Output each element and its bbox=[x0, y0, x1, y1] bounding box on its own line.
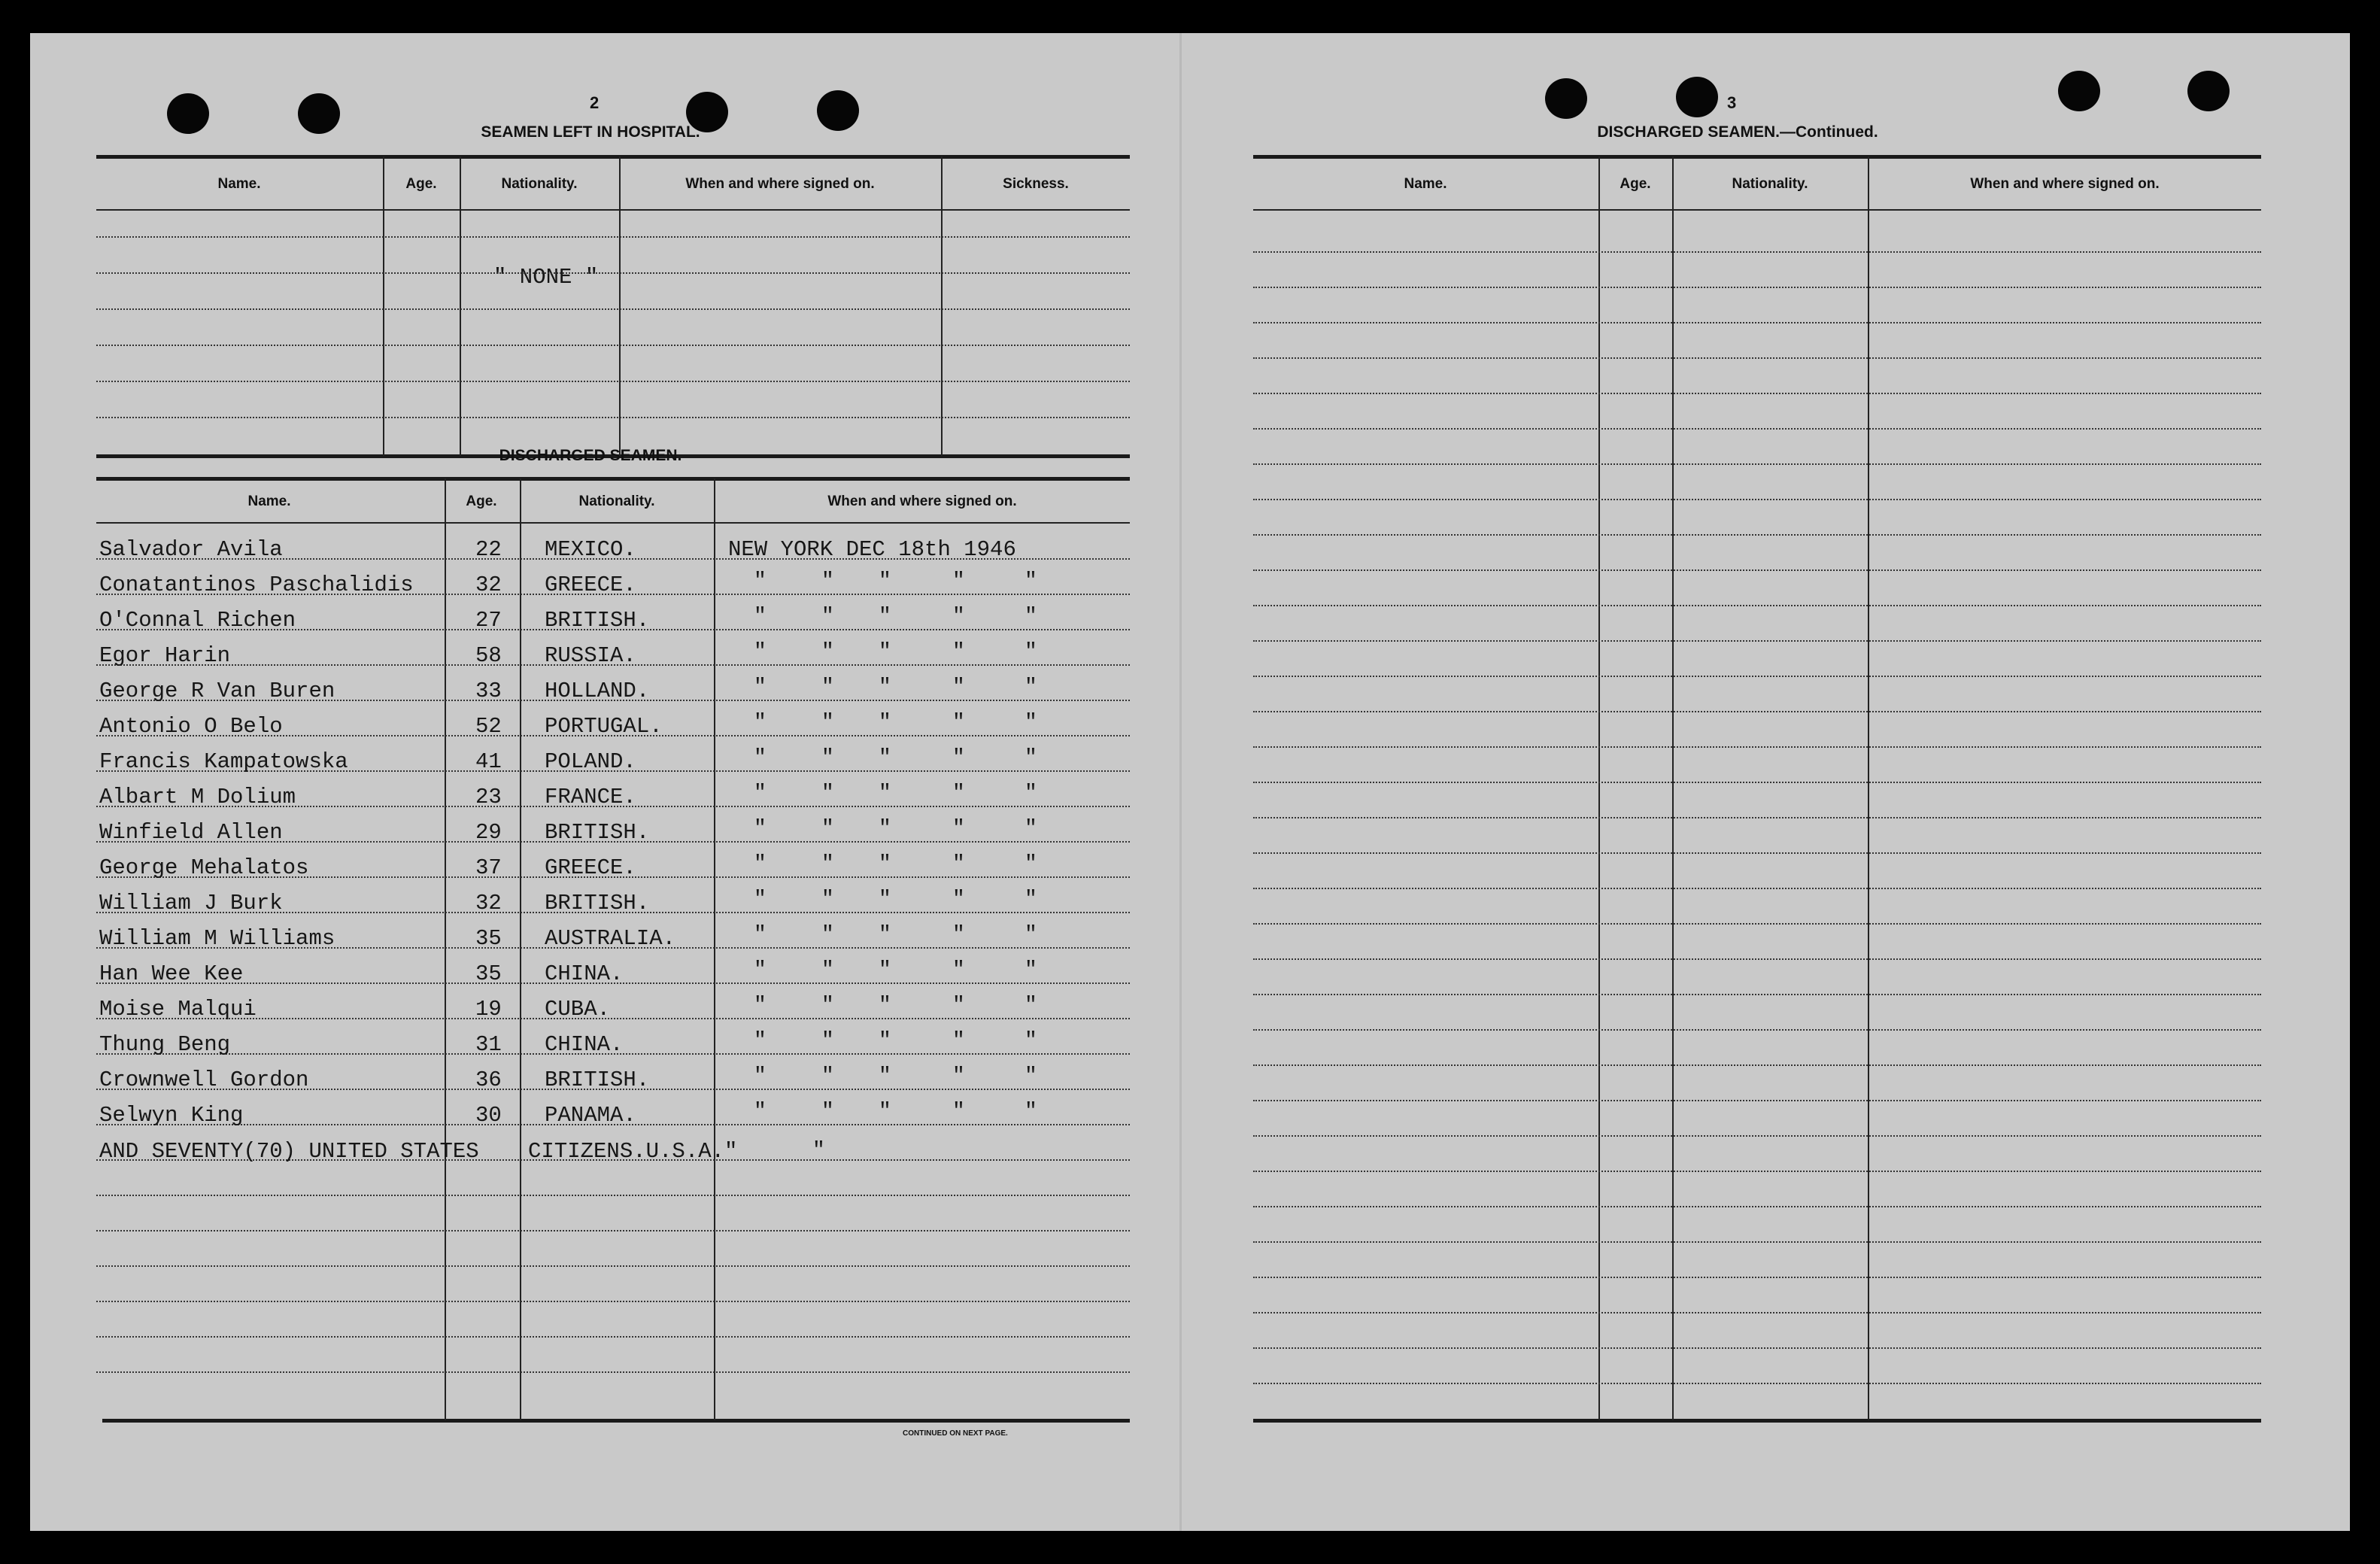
seaman-nationality: CUBA. bbox=[545, 997, 611, 1022]
seaman-age: 32 bbox=[475, 891, 502, 916]
discharged-col-age: Age. bbox=[466, 493, 497, 509]
ditto-mark: " bbox=[952, 746, 965, 770]
ditto-mark: " bbox=[821, 958, 834, 982]
ditto-mark: " bbox=[879, 569, 891, 593]
ditto-mark: " bbox=[754, 711, 767, 734]
ditto-mark: " bbox=[952, 605, 965, 628]
ditto-mark: " bbox=[821, 1029, 834, 1052]
page-number: 2 bbox=[590, 93, 600, 112]
right-col-nationality: Nationality. bbox=[1732, 176, 1808, 192]
ditto-mark: " bbox=[1025, 1100, 1037, 1123]
ruled-line bbox=[1253, 1347, 2261, 1349]
seaman-age: 58 bbox=[475, 643, 502, 668]
ruled-line bbox=[1253, 1206, 2261, 1207]
seaman-age: 31 bbox=[475, 1032, 502, 1057]
ditto-mark: " bbox=[821, 605, 834, 628]
document-sheet bbox=[30, 33, 2350, 1531]
seaman-nationality: BRITISH. bbox=[545, 608, 650, 633]
discharged-col-nationality: Nationality. bbox=[578, 493, 655, 509]
ditto-mark: " bbox=[952, 676, 965, 699]
seaman-name: Han Wee Kee bbox=[99, 961, 244, 986]
ditto-mark: " bbox=[879, 994, 891, 1017]
seaman-nationality: GREECE. bbox=[545, 572, 636, 597]
seaman-nationality: BRITISH. bbox=[545, 891, 650, 916]
ditto-mark: " bbox=[952, 923, 965, 946]
ruled-line bbox=[96, 272, 1130, 274]
ruled-line bbox=[1253, 676, 2261, 677]
page-fold bbox=[1179, 33, 1182, 1531]
seaman-name: Egor Harin bbox=[99, 643, 231, 668]
ditto-mark: " bbox=[754, 676, 767, 699]
ruled-line bbox=[1253, 711, 2261, 712]
ruled-line bbox=[1253, 817, 2261, 818]
ditto-mark: " bbox=[1025, 605, 1037, 628]
ruled-line bbox=[1253, 569, 2261, 571]
ruled-line bbox=[1253, 994, 2261, 995]
ruled-line bbox=[1253, 499, 2261, 500]
ditto-mark: " bbox=[879, 782, 891, 805]
seaman-name: Crownwell Gordon bbox=[99, 1067, 309, 1092]
seaman-nationality: FRANCE. bbox=[545, 785, 636, 809]
ditto-mark: " bbox=[754, 1029, 767, 1052]
seaman-nationality: AUSTRALIA. bbox=[545, 926, 676, 951]
ruled-line bbox=[1253, 393, 2261, 394]
ditto-mark: " bbox=[1025, 1029, 1037, 1052]
seaman-name: William J Burk bbox=[99, 891, 283, 916]
seaman-age: 32 bbox=[475, 572, 502, 597]
ditto-mark: " bbox=[1025, 746, 1037, 770]
ruled-line bbox=[1253, 782, 2261, 783]
hospital-col-nationality: Nationality. bbox=[501, 176, 578, 192]
ditto-mark: " bbox=[754, 569, 767, 593]
ditto-mark: " bbox=[754, 817, 767, 840]
ruled-line bbox=[1253, 251, 2261, 253]
punch-hole bbox=[2058, 71, 2100, 111]
seaman-nationality: CHINA. bbox=[545, 961, 624, 986]
rule bbox=[96, 522, 1130, 524]
ruled-line bbox=[96, 345, 1130, 346]
ruled-line bbox=[96, 1336, 1130, 1338]
ditto-mark: " bbox=[879, 676, 891, 699]
discharged-col-name: Name. bbox=[247, 493, 291, 509]
ditto-mark: " bbox=[1025, 817, 1037, 840]
ditto-mark: " bbox=[952, 640, 965, 664]
ditto-mark: " bbox=[754, 888, 767, 911]
continued-on-next-page: CONTINUED ON NEXT PAGE. bbox=[903, 1429, 1008, 1438]
seaman-age: 52 bbox=[475, 714, 502, 739]
ditto-mark: " bbox=[879, 888, 891, 911]
rule bbox=[1672, 156, 1674, 1420]
seaman-nationality: RUSSIA. bbox=[545, 643, 636, 668]
ditto-mark: " bbox=[821, 852, 834, 876]
hospital-col-signed-on: When and where signed on. bbox=[685, 176, 875, 192]
ditto-mark: " bbox=[952, 1029, 965, 1052]
ditto-mark: " bbox=[952, 1100, 965, 1123]
ditto-mark: " bbox=[821, 746, 834, 770]
seaman-name: William M Williams bbox=[99, 926, 335, 951]
ditto-mark: " bbox=[952, 994, 965, 1017]
seaman-age: 29 bbox=[475, 820, 502, 845]
seaman-name: George R Van Buren bbox=[99, 679, 335, 703]
ruled-line bbox=[1253, 287, 2261, 288]
discharged-col-signed-on: When and where signed on. bbox=[827, 493, 1017, 509]
seaman-name: Antonio O Belo bbox=[99, 714, 283, 739]
seaman-age: 30 bbox=[475, 1103, 502, 1128]
ditto-mark: " bbox=[754, 994, 767, 1017]
ditto-mark: " bbox=[754, 1064, 767, 1088]
ditto-mark: " bbox=[952, 711, 965, 734]
rule bbox=[1868, 156, 1869, 1420]
seaman-nationality: POLAND. bbox=[545, 749, 636, 774]
ruled-line bbox=[1253, 1064, 2261, 1066]
ruled-line bbox=[96, 236, 1130, 238]
hospital-col-sickness: Sickness. bbox=[1003, 176, 1069, 192]
ditto-mark: " bbox=[952, 958, 965, 982]
seaman-name: Thung Beng bbox=[99, 1032, 231, 1057]
page-number: 3 bbox=[1727, 93, 1737, 112]
continued-section-title: DISCHARGED SEAMEN.—Continued. bbox=[1597, 123, 1878, 141]
ditto-mark: " bbox=[821, 676, 834, 699]
ditto-mark: " bbox=[754, 782, 767, 805]
ruled-line bbox=[1253, 1312, 2261, 1313]
seaman-name: Conatantinos Paschalidis bbox=[99, 572, 414, 597]
ditto-mark: " bbox=[754, 605, 767, 628]
seaman-nationality: CHINA. bbox=[545, 1032, 624, 1057]
rule bbox=[1253, 1419, 2261, 1423]
rule bbox=[96, 209, 1130, 211]
ditto-mark: " bbox=[821, 640, 834, 664]
footer-us-citizens-nationality: CITIZENS.U.S.A." bbox=[528, 1139, 738, 1164]
seaman-nationality: PORTUGAL. bbox=[545, 714, 663, 739]
seaman-name: Moise Malqui bbox=[99, 997, 257, 1022]
seaman-age: 35 bbox=[475, 961, 502, 986]
ditto-mark: " bbox=[754, 852, 767, 876]
ditto-mark: " bbox=[821, 1064, 834, 1088]
ditto-mark: " bbox=[879, 1029, 891, 1052]
rule bbox=[941, 156, 943, 456]
seaman-age: 23 bbox=[475, 785, 502, 809]
seaman-age: 19 bbox=[475, 997, 502, 1022]
punch-hole bbox=[167, 93, 209, 134]
ditto-mark: " bbox=[821, 569, 834, 593]
ruled-line bbox=[1253, 534, 2261, 536]
punch-hole bbox=[1676, 77, 1718, 117]
rule bbox=[96, 155, 1130, 159]
ditto-mark: " bbox=[879, 923, 891, 946]
seaman-nationality: BRITISH. bbox=[545, 1067, 650, 1092]
ditto-mark: " bbox=[1025, 711, 1037, 734]
ruled-line bbox=[96, 417, 1130, 418]
punch-hole bbox=[817, 90, 859, 131]
ditto-mark: " bbox=[821, 994, 834, 1017]
seaman-age: 37 bbox=[475, 855, 502, 880]
ditto-mark: " bbox=[879, 746, 891, 770]
ditto-mark: " bbox=[879, 852, 891, 876]
punch-hole bbox=[298, 93, 340, 134]
ditto-mark: " bbox=[1025, 676, 1037, 699]
seaman-name: George Mehalatos bbox=[99, 855, 309, 880]
hospital-col-name: Name. bbox=[217, 176, 261, 192]
ditto-mark: " bbox=[1025, 1064, 1037, 1088]
seaman-nationality: PANAMA. bbox=[545, 1103, 636, 1128]
ruled-line bbox=[1253, 1171, 2261, 1172]
discharged-section-title: DISCHARGED SEAMEN. bbox=[499, 447, 682, 464]
ditto-mark: " bbox=[879, 640, 891, 664]
ditto-mark: " bbox=[1025, 852, 1037, 876]
ruled-line bbox=[96, 1301, 1130, 1302]
ruled-line bbox=[1253, 640, 2261, 642]
ruled-line bbox=[1253, 1277, 2261, 1278]
ditto-mark: " bbox=[754, 640, 767, 664]
seaman-name: Albart M Dolium bbox=[99, 785, 296, 809]
ruled-line bbox=[1253, 605, 2261, 606]
ditto-mark: " bbox=[879, 1100, 891, 1123]
ditto-mark: " bbox=[1025, 994, 1037, 1017]
seaman-age: 33 bbox=[475, 679, 502, 703]
ditto-mark: " bbox=[821, 711, 834, 734]
ditto-mark: " bbox=[1025, 958, 1037, 982]
ditto-mark: " bbox=[1025, 640, 1037, 664]
ditto-mark: " bbox=[821, 817, 834, 840]
ruled-line bbox=[1253, 322, 2261, 323]
rule bbox=[460, 156, 461, 456]
ditto-mark: " bbox=[821, 923, 834, 946]
seaman-name: O'Connal Richen bbox=[99, 608, 296, 633]
ruled-line bbox=[96, 1230, 1130, 1231]
hospital-entry: " NONE " bbox=[493, 265, 599, 290]
hospital-section-title: SEAMEN LEFT IN HOSPITAL. bbox=[481, 123, 700, 141]
rule bbox=[383, 156, 384, 456]
rule bbox=[1253, 155, 2261, 159]
ruled-line bbox=[1253, 1241, 2261, 1243]
rule bbox=[520, 478, 521, 1420]
ruled-line bbox=[96, 1371, 1130, 1373]
seaman-age: 36 bbox=[475, 1067, 502, 1092]
seaman-name: Winfield Allen bbox=[99, 820, 283, 845]
seaman-nationality: BRITISH. bbox=[545, 820, 650, 845]
rule bbox=[1253, 209, 2261, 211]
ditto-mark: " bbox=[821, 1100, 834, 1123]
seaman-name: Selwyn King bbox=[99, 1103, 244, 1128]
seaman-age: 22 bbox=[475, 537, 502, 562]
rule bbox=[619, 156, 621, 456]
ditto-mark: " bbox=[879, 958, 891, 982]
ruled-line bbox=[96, 1265, 1130, 1267]
ruled-line bbox=[96, 308, 1130, 310]
ruled-line bbox=[1253, 463, 2261, 465]
ruled-line bbox=[1253, 888, 2261, 889]
rule bbox=[714, 478, 715, 1420]
ruled-line bbox=[1253, 923, 2261, 925]
ruled-line bbox=[96, 1195, 1130, 1196]
ditto-mark: " bbox=[952, 1064, 965, 1088]
ruled-line bbox=[1253, 1135, 2261, 1137]
ruled-line bbox=[1253, 428, 2261, 430]
ditto-mark: " bbox=[952, 888, 965, 911]
ditto-mark: " bbox=[952, 782, 965, 805]
seaman-age: 35 bbox=[475, 926, 502, 951]
right-col-age: Age. bbox=[1620, 176, 1651, 192]
ruled-line bbox=[1253, 852, 2261, 854]
ruled-line bbox=[96, 381, 1130, 382]
rule bbox=[445, 478, 446, 1420]
ruled-line bbox=[1253, 746, 2261, 748]
ditto-mark: " bbox=[1025, 782, 1037, 805]
ditto-mark: " bbox=[821, 782, 834, 805]
ditto-mark: " bbox=[879, 1064, 891, 1088]
seaman-age: 41 bbox=[475, 749, 502, 774]
ditto-mark: " bbox=[754, 1100, 767, 1123]
ditto-mark: " bbox=[952, 569, 965, 593]
seaman-name: Salvador Avila bbox=[99, 537, 283, 562]
ditto-mark: " bbox=[754, 958, 767, 982]
ditto-mark: " bbox=[754, 923, 767, 946]
ruled-line bbox=[1253, 357, 2261, 359]
ditto-mark: " bbox=[879, 817, 891, 840]
ditto-mark: " bbox=[952, 817, 965, 840]
ruled-line bbox=[1253, 1029, 2261, 1031]
punch-hole bbox=[2187, 71, 2230, 111]
seaman-nationality: HOLLAND. bbox=[545, 679, 650, 703]
ditto-mark: " bbox=[1025, 569, 1037, 593]
ditto-mark: " bbox=[1025, 923, 1037, 946]
seaman-name: Francis Kampatowska bbox=[99, 749, 348, 774]
seaman-nationality: MEXICO. bbox=[545, 537, 636, 562]
ruled-line bbox=[1253, 1383, 2261, 1384]
right-col-signed-on: When and where signed on. bbox=[1970, 176, 2160, 192]
ditto-mark: " bbox=[952, 852, 965, 876]
rule bbox=[96, 477, 1130, 481]
ruled-line bbox=[1253, 958, 2261, 960]
footer-ditto-mark: " bbox=[812, 1139, 825, 1162]
ditto-mark: " bbox=[821, 888, 834, 911]
rule bbox=[102, 1419, 1130, 1423]
ditto-mark: " bbox=[879, 711, 891, 734]
ditto-mark: " bbox=[754, 746, 767, 770]
ditto-mark: " bbox=[879, 605, 891, 628]
right-col-name: Name. bbox=[1404, 176, 1447, 192]
seaman-age: 27 bbox=[475, 608, 502, 633]
hospital-col-age: Age. bbox=[405, 176, 437, 192]
ruled-line bbox=[1253, 1100, 2261, 1101]
rule bbox=[1598, 156, 1600, 1420]
footer-us-citizens: AND SEVENTY(70) UNITED STATES bbox=[99, 1139, 479, 1164]
punch-hole bbox=[1545, 78, 1587, 119]
seaman-nationality: GREECE. bbox=[545, 855, 636, 880]
signed-on: NEW YORK DEC 18th 1946 bbox=[728, 537, 1016, 562]
ditto-mark: " bbox=[1025, 888, 1037, 911]
